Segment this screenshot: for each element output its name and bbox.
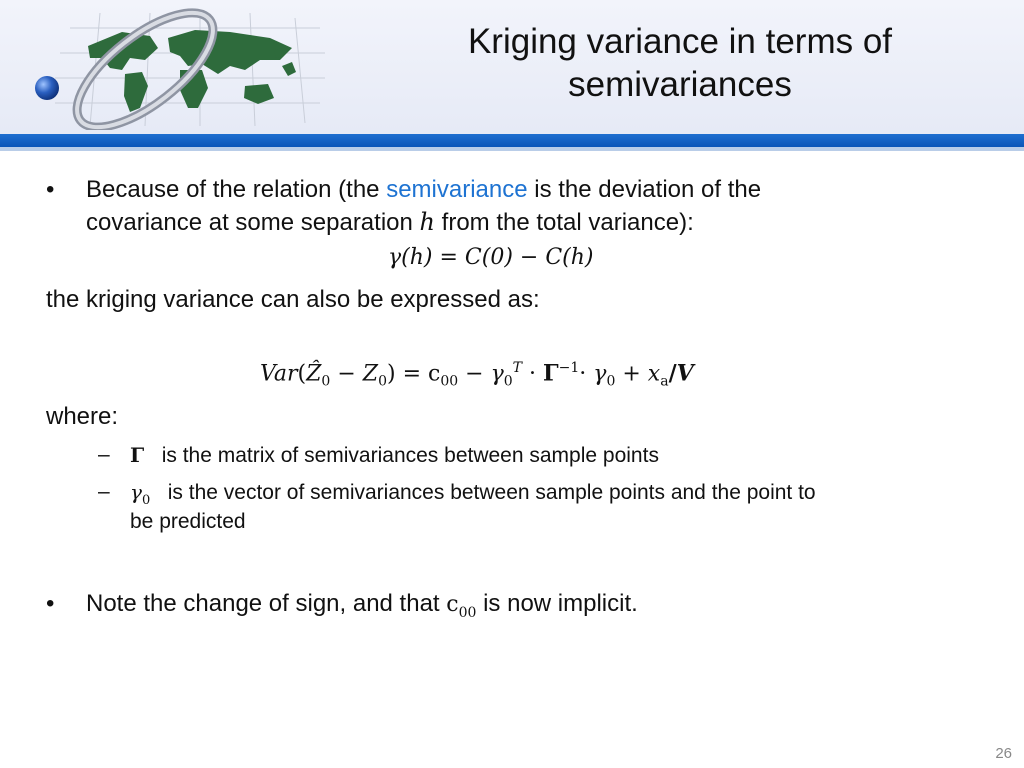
eq-transpose: T <box>512 360 523 376</box>
equation-semivariance: γ(h) = C(0) − C(h) <box>388 245 594 270</box>
text-span: from the total variance): <box>434 209 694 236</box>
dash-marker: – <box>98 480 110 503</box>
eq-V: V <box>676 360 694 387</box>
math-h: h <box>419 208 435 236</box>
eq-dot: · <box>579 361 587 387</box>
eq-sub: 0 <box>606 373 616 390</box>
bullet1-line1 <box>86 174 761 206</box>
kriging-variance-paragraph: the kriging variance can also be expressed as: <box>46 286 540 313</box>
eq-sub: 00 <box>440 373 459 390</box>
text-span: covariance at some separation <box>86 209 420 236</box>
eq-dot: · <box>529 361 537 387</box>
eq-sub: 0 <box>378 373 387 390</box>
bullet-marker: • <box>46 590 55 617</box>
eq-minus: − <box>465 361 484 387</box>
text-span: is now implicit. <box>476 590 638 617</box>
symbol-sub: 00 <box>458 604 477 621</box>
sub-bullet-gamma-matrix <box>130 441 659 470</box>
symbol-sub: 0 <box>141 493 151 509</box>
symbol-c: c <box>446 592 459 617</box>
page-number: 26 <box>995 745 1012 762</box>
eq-plus: + <box>622 361 641 387</box>
eq-gamma: γ <box>490 361 504 387</box>
eq-sub: a <box>660 373 669 390</box>
eq-var: Var <box>260 361 298 387</box>
eq-slash: / <box>668 360 677 387</box>
title-line-1: Kriging variance in terms of <box>467 22 893 61</box>
eq-inverse: −1 <box>558 360 580 376</box>
text-span: is the matrix of semivariances between sample points <box>161 444 659 467</box>
text-span: is the deviation of the <box>527 176 762 203</box>
symbol-Gamma: Γ <box>130 443 145 467</box>
eq-c: c <box>428 361 441 387</box>
eq-gamma: γ <box>593 361 607 387</box>
eq-Gamma: Γ <box>543 360 559 387</box>
eq-x: x <box>647 361 661 387</box>
sub-bullet-gamma-vector-line2: be predicted <box>130 510 246 533</box>
bullet1-line2 <box>86 206 694 239</box>
text-span: Note the change of sign, and that <box>86 590 447 617</box>
eq-z: Z <box>362 361 379 387</box>
symbol-gamma: γ <box>130 480 142 504</box>
eq-sub: 0 <box>503 373 513 390</box>
eq-sub: 0 <box>321 373 331 390</box>
eq-equals: = <box>402 361 421 387</box>
bullet2-line <box>86 588 638 629</box>
eq-zhat: Ẑ <box>306 361 322 387</box>
equation-kriging-variance: Var(Ẑ$_0$ − $Z_0) = c_{00} - \gamma_0^T \cdot \Gamma^{-1}\cdot \gamma_0 + x_a/V$ <box>260 360 694 390</box>
text-span: Because of the relation (the <box>86 176 387 203</box>
semivariance-link[interactable]: semivariance <box>386 176 528 203</box>
eq-minus: − <box>337 361 356 387</box>
where-label: where: <box>46 403 119 430</box>
title-line-2: semivariances <box>568 65 792 104</box>
bullet-marker: • <box>46 176 55 203</box>
dash-marker: – <box>98 443 110 466</box>
text-span: is the vector of semivariances between sample points and the point to <box>167 481 816 504</box>
